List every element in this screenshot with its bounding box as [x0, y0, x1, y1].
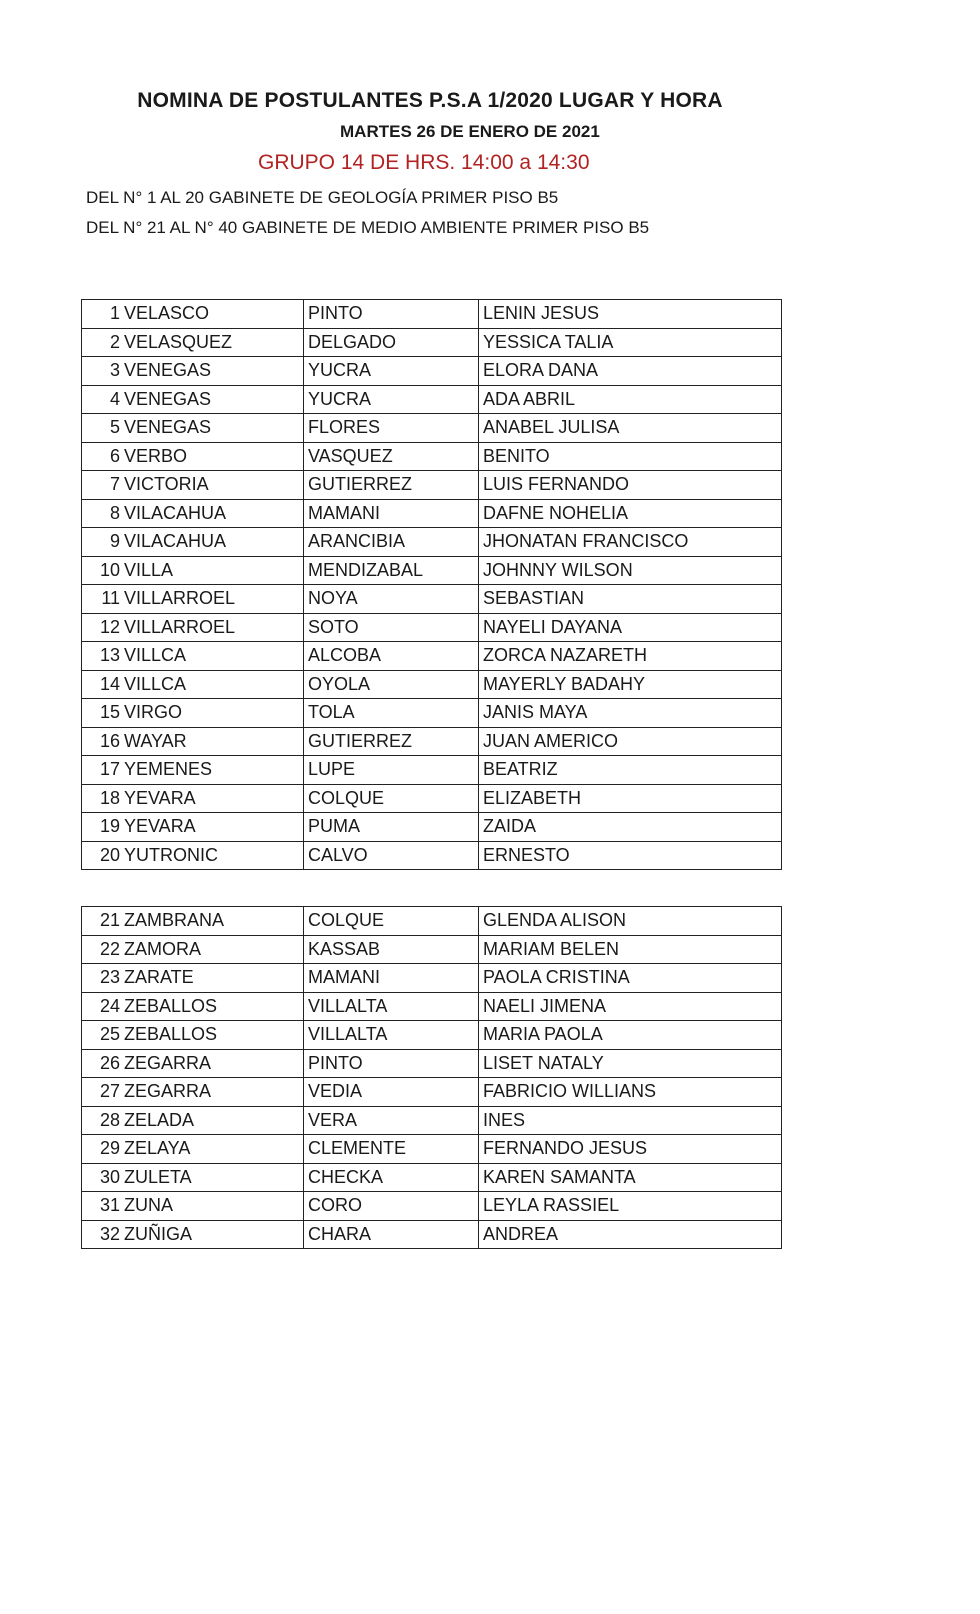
- second-surname: VEDIA: [304, 1078, 479, 1107]
- first-surname: VICTORIA: [122, 471, 304, 500]
- given-names: ANDREA: [479, 1220, 782, 1249]
- table-row: [82, 1021, 782, 1050]
- given-names: LISET NATALY: [479, 1049, 782, 1078]
- given-names: ERNESTO: [479, 841, 782, 870]
- row-number: 23: [82, 964, 123, 993]
- table-row: [82, 964, 782, 993]
- given-names: SEBASTIAN: [479, 585, 782, 614]
- given-names: LENIN JESUS: [479, 300, 782, 329]
- row-number: 3: [82, 357, 123, 386]
- second-surname: VERA: [304, 1106, 479, 1135]
- first-surname: VENEGAS: [122, 414, 304, 443]
- location-line-2: DEL N° 21 AL N° 40 GABINETE DE MEDIO AMBIENTE PRIMER PISO B5: [86, 218, 650, 237]
- applicants-table-2-body: [82, 907, 782, 1249]
- table-row: [82, 813, 782, 842]
- row-number: 24: [82, 992, 123, 1021]
- first-surname: VILACAHUA: [122, 499, 304, 528]
- document-title: NOMINA DE POSTULANTES P.S.A 1/2020 LUGAR Y HORA: [137, 89, 723, 112]
- applicants-table-2: [81, 906, 782, 1249]
- second-surname: CALVO: [304, 841, 479, 870]
- row-number: 11: [82, 585, 123, 614]
- row-number: 29: [82, 1135, 123, 1164]
- first-surname: YEVARA: [122, 784, 304, 813]
- second-surname: CORO: [304, 1192, 479, 1221]
- given-names: DAFNE NOHELIA: [479, 499, 782, 528]
- second-surname: COLQUE: [304, 784, 479, 813]
- given-names: ELIZABETH: [479, 784, 782, 813]
- table-row: [82, 328, 782, 357]
- first-surname: YEMENES: [122, 756, 304, 785]
- first-surname: ZEBALLOS: [122, 1021, 304, 1050]
- second-surname: CHARA: [304, 1220, 479, 1249]
- second-surname: CLEMENTE: [304, 1135, 479, 1164]
- row-number: 10: [82, 556, 123, 585]
- row-number: 8: [82, 499, 123, 528]
- table-row: [82, 385, 782, 414]
- first-surname: VILLARROEL: [122, 613, 304, 642]
- first-surname: ZEBALLOS: [122, 992, 304, 1021]
- first-surname: ZAMORA: [122, 935, 304, 964]
- row-number: 22: [82, 935, 123, 964]
- table-row: [82, 935, 782, 964]
- row-number: 2: [82, 328, 123, 357]
- row-number: 7: [82, 471, 123, 500]
- first-surname: ZEGARRA: [122, 1078, 304, 1107]
- second-surname: ALCOBA: [304, 642, 479, 671]
- first-surname: VILLA: [122, 556, 304, 585]
- first-surname: VILLCA: [122, 670, 304, 699]
- table-row: [82, 585, 782, 614]
- first-surname: ZUNA: [122, 1192, 304, 1221]
- given-names: KAREN SAMANTA: [479, 1163, 782, 1192]
- first-surname: YEVARA: [122, 813, 304, 842]
- first-surname: ZELADA: [122, 1106, 304, 1135]
- table-row: [82, 992, 782, 1021]
- second-surname: ARANCIBIA: [304, 528, 479, 557]
- table-row: [82, 727, 782, 756]
- row-number: 12: [82, 613, 123, 642]
- first-surname: VILLARROEL: [122, 585, 304, 614]
- table-row: [82, 499, 782, 528]
- second-surname: DELGADO: [304, 328, 479, 357]
- second-surname: TOLA: [304, 699, 479, 728]
- row-number: 15: [82, 699, 123, 728]
- table-row: [82, 841, 782, 870]
- first-surname: VELASQUEZ: [122, 328, 304, 357]
- given-names: BENITO: [479, 442, 782, 471]
- given-names: ELORA DANA: [479, 357, 782, 386]
- row-number: 9: [82, 528, 123, 557]
- applicants-table-1-body: [82, 300, 782, 870]
- row-number: 21: [82, 907, 123, 936]
- table-row: [82, 699, 782, 728]
- second-surname: VILLALTA: [304, 1021, 479, 1050]
- second-surname: SOTO: [304, 613, 479, 642]
- given-names: JANIS MAYA: [479, 699, 782, 728]
- given-names: YESSICA TALIA: [479, 328, 782, 357]
- table-row: [82, 357, 782, 386]
- row-number: 30: [82, 1163, 123, 1192]
- table-row: [82, 1106, 782, 1135]
- row-number: 32: [82, 1220, 123, 1249]
- second-surname: LUPE: [304, 756, 479, 785]
- first-surname: VELASCO: [122, 300, 304, 329]
- given-names: FABRICIO WILLIANS: [479, 1078, 782, 1107]
- second-surname: NOYA: [304, 585, 479, 614]
- second-surname: FLORES: [304, 414, 479, 443]
- first-surname: YUTRONIC: [122, 841, 304, 870]
- second-surname: PUMA: [304, 813, 479, 842]
- first-surname: VILACAHUA: [122, 528, 304, 557]
- second-surname: CHECKA: [304, 1163, 479, 1192]
- table-row: [82, 442, 782, 471]
- row-number: 20: [82, 841, 123, 870]
- table-row: [82, 300, 782, 329]
- second-surname: MENDIZABAL: [304, 556, 479, 585]
- second-surname: OYOLA: [304, 670, 479, 699]
- table-row: [82, 1163, 782, 1192]
- first-surname: WAYAR: [122, 727, 304, 756]
- applicants-table-1: [81, 299, 782, 870]
- given-names: ANABEL JULISA: [479, 414, 782, 443]
- given-names: MARIA PAOLA: [479, 1021, 782, 1050]
- table-row: [82, 613, 782, 642]
- table-row: [82, 907, 782, 936]
- row-number: 18: [82, 784, 123, 813]
- table-row: [82, 1049, 782, 1078]
- second-surname: KASSAB: [304, 935, 479, 964]
- table-row: [82, 1220, 782, 1249]
- table-row: [82, 784, 782, 813]
- table-row: [82, 1078, 782, 1107]
- table-row: [82, 1192, 782, 1221]
- second-surname: PINTO: [304, 300, 479, 329]
- first-surname: VERBO: [122, 442, 304, 471]
- given-names: PAOLA CRISTINA: [479, 964, 782, 993]
- row-number: 16: [82, 727, 123, 756]
- row-number: 31: [82, 1192, 123, 1221]
- second-surname: MAMANI: [304, 499, 479, 528]
- second-surname: VILLALTA: [304, 992, 479, 1021]
- row-number: 28: [82, 1106, 123, 1135]
- given-names: NAELI JIMENA: [479, 992, 782, 1021]
- row-number: 26: [82, 1049, 123, 1078]
- table-row: [82, 471, 782, 500]
- given-names: LEYLA RASSIEL: [479, 1192, 782, 1221]
- row-number: 17: [82, 756, 123, 785]
- given-names: JOHNNY WILSON: [479, 556, 782, 585]
- table-row: [82, 414, 782, 443]
- second-surname: PINTO: [304, 1049, 479, 1078]
- given-names: GLENDA ALISON: [479, 907, 782, 936]
- first-surname: ZAMBRANA: [122, 907, 304, 936]
- row-number: 14: [82, 670, 123, 699]
- first-surname: ZULETA: [122, 1163, 304, 1192]
- first-surname: ZEGARRA: [122, 1049, 304, 1078]
- row-number: 1: [82, 300, 123, 329]
- group-schedule: GRUPO 14 DE HRS. 14:00 a 14:30: [258, 151, 590, 174]
- first-surname: ZUÑIGA: [122, 1220, 304, 1249]
- table-row: [82, 528, 782, 557]
- first-surname: ZARATE: [122, 964, 304, 993]
- row-number: 27: [82, 1078, 123, 1107]
- first-surname: VILLCA: [122, 642, 304, 671]
- given-names: NAYELI DAYANA: [479, 613, 782, 642]
- given-names: MARIAM BELEN: [479, 935, 782, 964]
- first-surname: ZELAYA: [122, 1135, 304, 1164]
- row-number: 13: [82, 642, 123, 671]
- row-number: 25: [82, 1021, 123, 1050]
- table-row: [82, 556, 782, 585]
- table-row: [82, 642, 782, 671]
- first-surname: VENEGAS: [122, 357, 304, 386]
- row-number: 5: [82, 414, 123, 443]
- given-names: LUIS FERNANDO: [479, 471, 782, 500]
- second-surname: MAMANI: [304, 964, 479, 993]
- given-names: BEATRIZ: [479, 756, 782, 785]
- table-row: [82, 670, 782, 699]
- given-names: JUAN AMERICO: [479, 727, 782, 756]
- second-surname: YUCRA: [304, 357, 479, 386]
- given-names: ADA ABRIL: [479, 385, 782, 414]
- given-names: FERNANDO JESUS: [479, 1135, 782, 1164]
- first-surname: VIRGO: [122, 699, 304, 728]
- first-surname: VENEGAS: [122, 385, 304, 414]
- second-surname: GUTIERREZ: [304, 727, 479, 756]
- given-names: JHONATAN FRANCISCO: [479, 528, 782, 557]
- row-number: 19: [82, 813, 123, 842]
- second-surname: GUTIERREZ: [304, 471, 479, 500]
- given-names: MAYERLY BADAHY: [479, 670, 782, 699]
- given-names: ZORCA NAZARETH: [479, 642, 782, 671]
- given-names: INES: [479, 1106, 782, 1135]
- row-number: 6: [82, 442, 123, 471]
- row-number: 4: [82, 385, 123, 414]
- table-row: [82, 756, 782, 785]
- given-names: ZAIDA: [479, 813, 782, 842]
- table-row: [82, 1135, 782, 1164]
- second-surname: VASQUEZ: [304, 442, 479, 471]
- second-surname: YUCRA: [304, 385, 479, 414]
- location-line-1: DEL N° 1 AL 20 GABINETE DE GEOLOGÍA PRIMER PISO B5: [86, 188, 559, 207]
- document-date: MARTES 26 DE ENERO DE 2021: [340, 122, 600, 141]
- second-surname: COLQUE: [304, 907, 479, 936]
